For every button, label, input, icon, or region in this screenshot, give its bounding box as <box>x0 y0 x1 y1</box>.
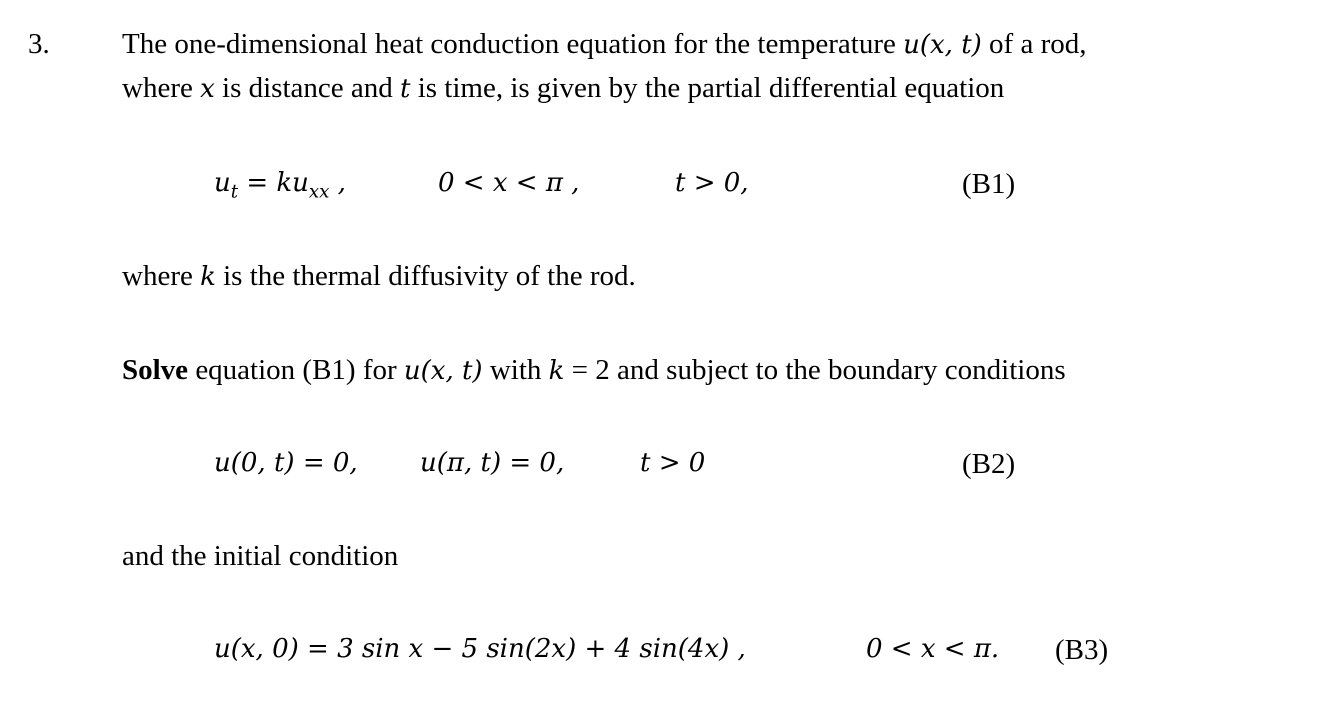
var-t: t <box>400 74 411 104</box>
intro2-c: is time, is given by the partial differential equation <box>410 72 1005 104</box>
intro-u-math: u(x, t) <box>903 30 982 60</box>
eq-b2-right-boundary: u(π, t) = 0, <box>420 448 565 478</box>
solve-instruction <box>122 356 1066 385</box>
eq-b1-domain: 0 < x < π , <box>438 168 580 198</box>
diffusivity-pre: where <box>122 260 201 292</box>
eq-b2-time: t > 0 <box>640 448 706 478</box>
intro-text: The one-dimensional heat conduction equation for the temperature <box>122 28 904 60</box>
eq-b1-comma: , <box>329 168 346 198</box>
eq-b3-initial-condition: u(x, 0) = 3 sin x − 5 sin(2x) + 4 sin(4x) , <box>214 634 746 664</box>
solve-b: with <box>482 354 549 386</box>
diffusivity-post: is the thermal diffusivity of the rod. <box>215 260 636 292</box>
eq-b1-u: u <box>214 168 231 198</box>
eq-b1-sub-xx: xx <box>308 181 330 203</box>
intro-line-1 <box>122 30 1086 59</box>
eq-b2-tag: (B2) <box>962 448 1016 480</box>
eq-b1-sub-t: t <box>230 181 239 203</box>
eq-b1-tag: (B1) <box>962 168 1016 200</box>
initial-condition-text: and the initial condition <box>122 540 399 572</box>
eq-b1-time: t > 0, <box>675 168 749 198</box>
eq-b1-pde <box>214 168 346 203</box>
eq-b3-domain: 0 < x < π. <box>866 634 1000 664</box>
eq-b2-left-boundary: u(0, t) = 0, <box>214 448 358 478</box>
intro-line-2 <box>122 74 1004 103</box>
intro2-b: is distance and <box>214 72 400 104</box>
solve-k: k <box>548 356 565 386</box>
var-k: k <box>200 262 216 292</box>
var-x: x <box>200 74 215 104</box>
solve-eq: = <box>564 354 596 386</box>
solve-u-math: u(x, t) <box>403 356 483 386</box>
intro-text-end: of a rod, <box>981 28 1087 60</box>
solve-a: equation (B1) for <box>188 354 404 386</box>
question-number: 3. <box>28 28 50 60</box>
diffusivity-line <box>122 262 636 291</box>
eq-b1-rhs: = ku <box>238 168 309 198</box>
eq-b3-tag: (B3) <box>1055 634 1109 666</box>
solve-bold: Solve <box>122 354 189 386</box>
solve-c: 2 and subject to the boundary conditions <box>595 354 1066 386</box>
intro2-a: where <box>122 72 201 104</box>
